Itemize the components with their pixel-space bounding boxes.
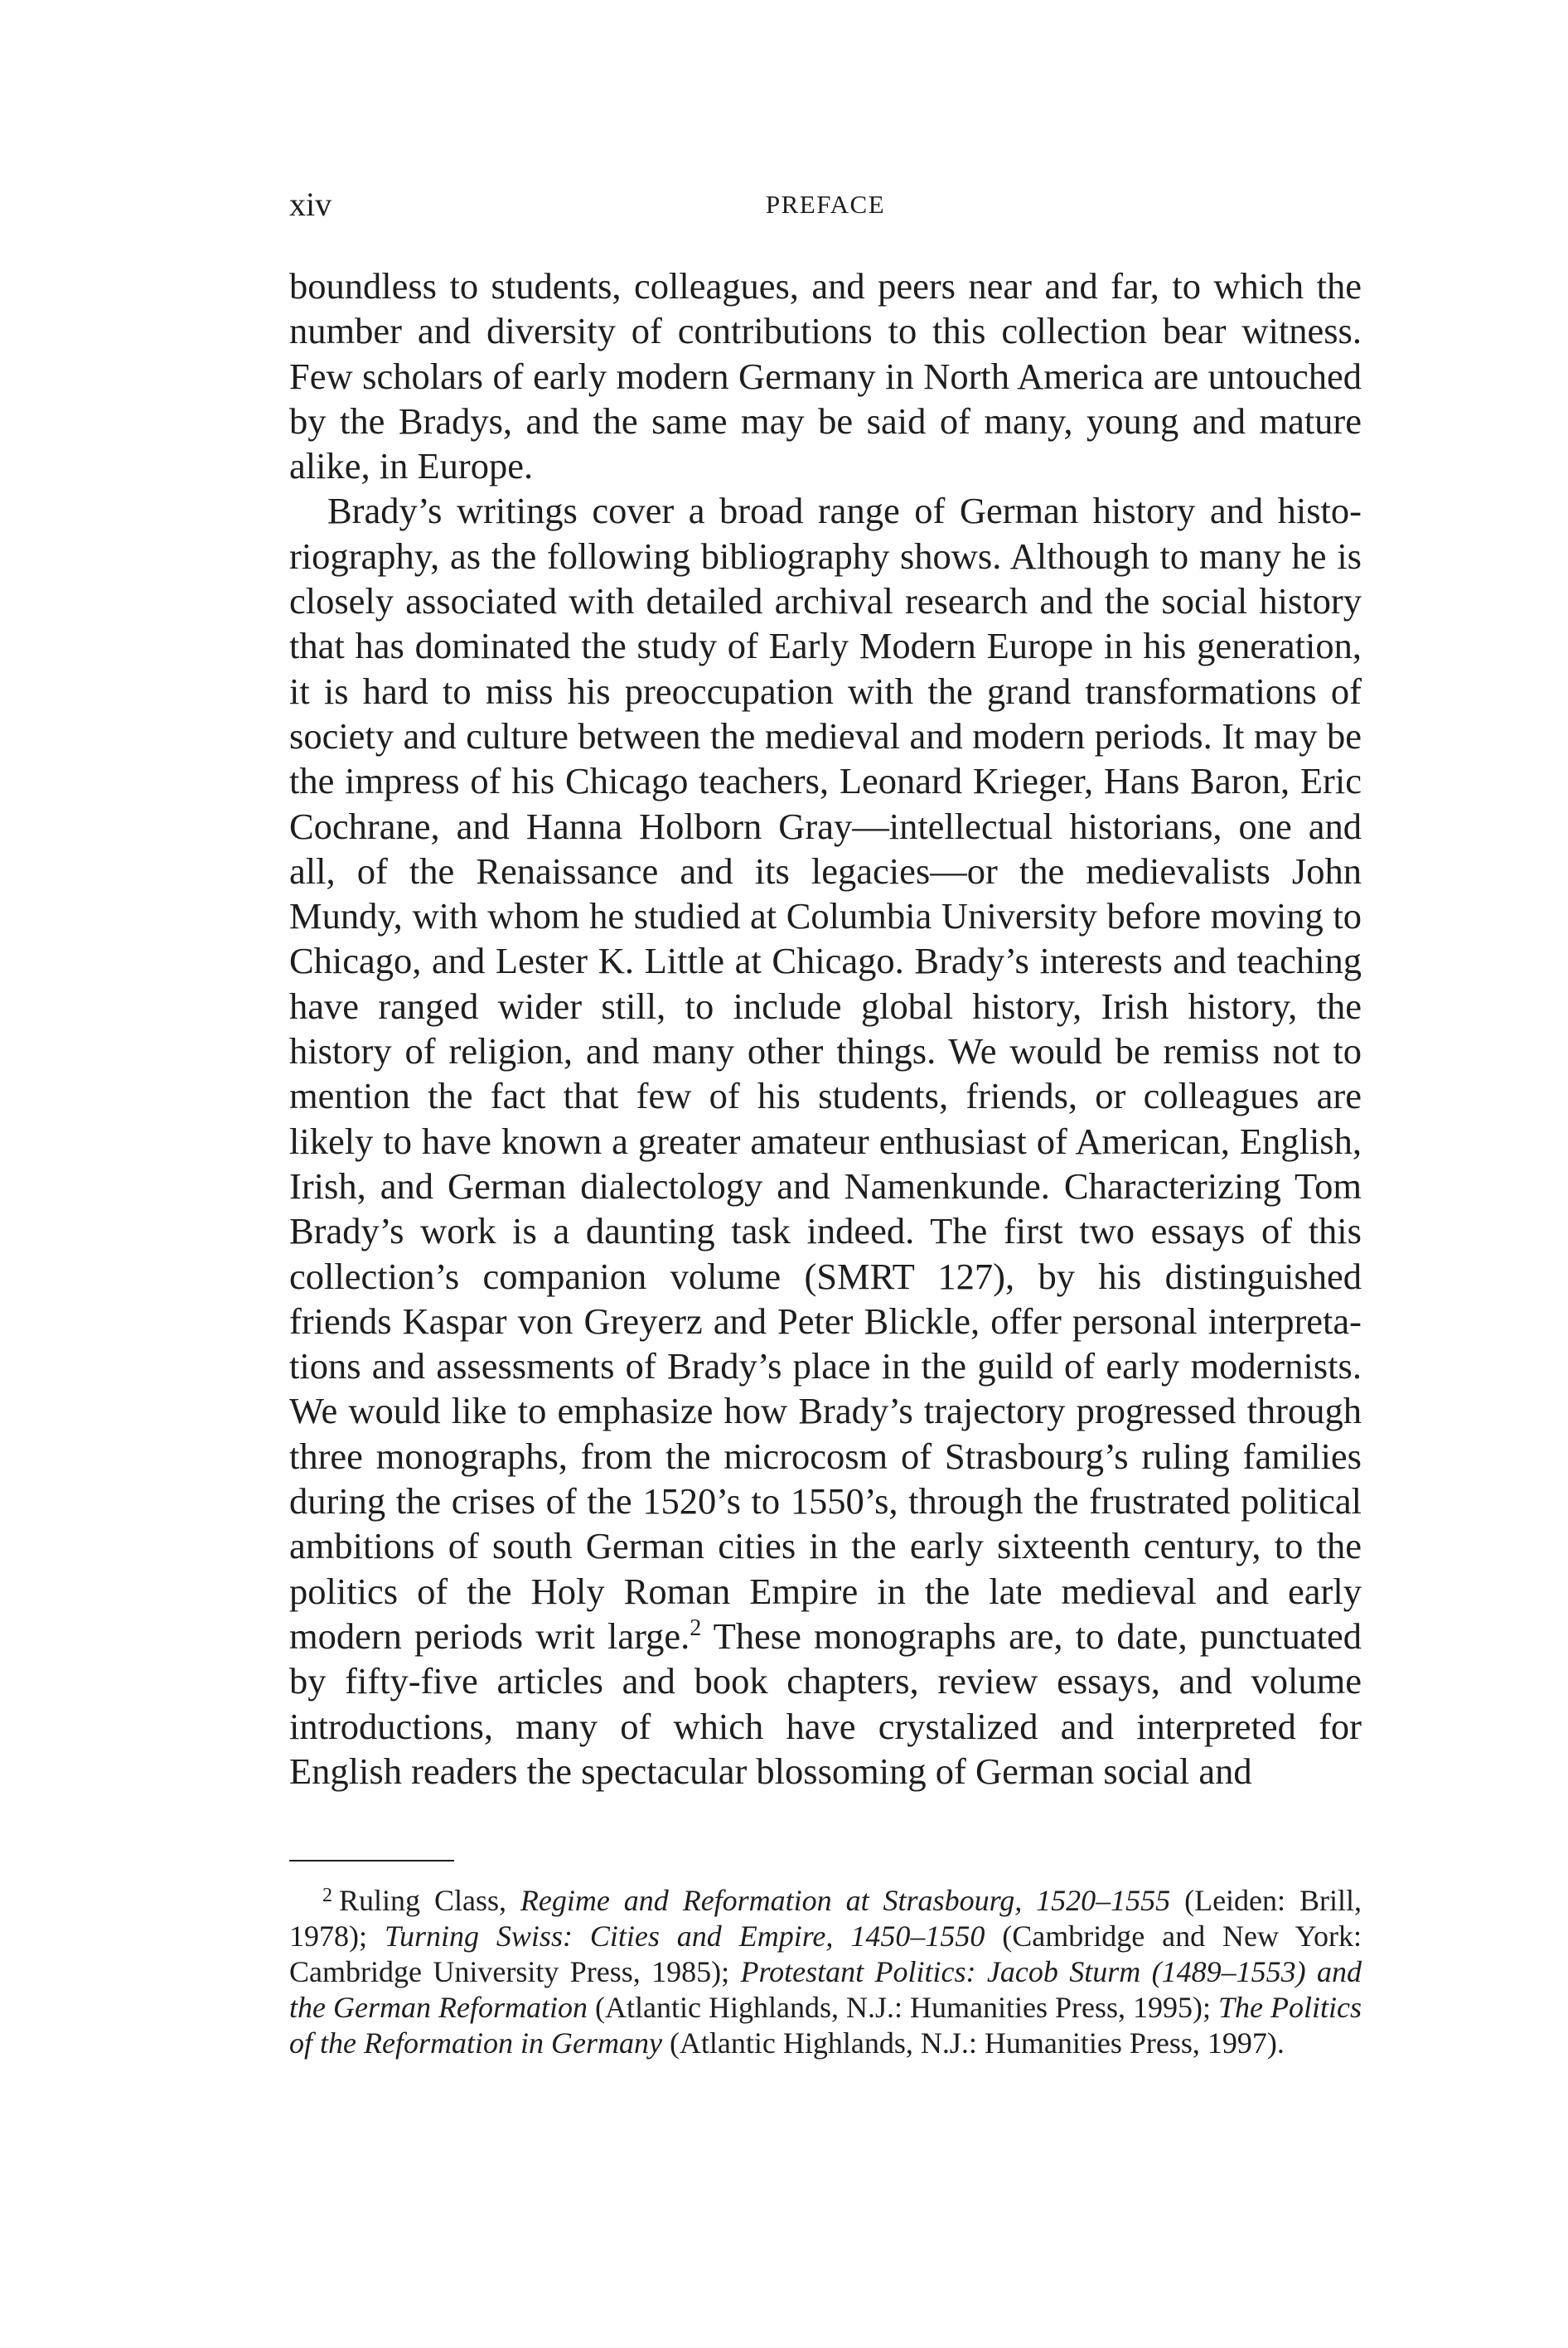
paragraph (289, 264, 1362, 488)
running-title: PREFACE (765, 190, 886, 219)
page-number: xiv (289, 186, 332, 223)
footnote-publication: (Leiden: Brill, 1978); (289, 1884, 1362, 1953)
footnote-author: Ruling Class, (339, 1884, 520, 1917)
footnote (289, 1883, 1362, 2061)
body-text (289, 264, 1362, 1794)
footnote-title: The Politics of the Reformation in Germany (289, 1991, 1362, 2060)
footnote-reference: 2 (690, 1615, 702, 1641)
footnote-title: Protestant Politics: Jacob Sturm (1489–1553) and the German Reformation (289, 1955, 1362, 2024)
footnote-divider (289, 1860, 454, 1861)
footnote-title: Turning Swiss: Cities and Empire, 1450–1550 (384, 1920, 985, 1953)
paragraph-text-continued: These monographs are, to date, punctuated by fifty-five articles and book chapters, review essays, and volume introductions, many of which have crystalized and interpreted for English readers the spectacular blossoming of German social and (289, 1615, 1362, 1792)
footnote-publication: (Atlantic Highlands, N.J.: Humanities Press, 1995); (587, 1991, 1218, 2024)
footnote-marker: 2 (322, 1885, 332, 1906)
footnote-publication: (Atlantic Highlands, N.J.: Humanities Press, 1997). (661, 2026, 1285, 2060)
footnote-publication: (Cambridge and New York: Cambridge University Press, 1985); (289, 1920, 1362, 1988)
paragraph (289, 488, 1362, 1794)
running-head (289, 184, 1362, 225)
footnote-title: Regime and Reformation at Strasbourg, 1520–1555 (520, 1884, 1171, 1917)
paragraph-text: Brady’s writings cover a broad range of German history and historiography, as the following bibliography shows. Although to many he is closely associated with detailed archival research and the social history that has dominated the study of Early Modern Europe in his generation, it is hard to miss his preoccupation with the grand transformations of society and culture between the medieval and modern periods. It may be the impress of his Chicago teachers, Leonard Krieger, Hans Baron, Eric Cochrane, and Hanna Holborn Gray—intellectual historians, one and all, of the Renaissance and its legacies—or the medievalists John Mundy, with whom he studied at Columbia University before moving to Chicago, and Lester K. Little at Chicago. Brady’s interests and teaching have ranged wider still, to include global history, Irish history, the history of religion, and many other things. We would be remiss not to mention the fact that few of his students, friends, or colleagues are likely to have known a greater amateur enthusiast of American, English, Irish, and German dialectology and Namenkunde. Characterizing Tom Brady’s work is a daunting task indeed. The first two essays of this collection’s companion volume (SMRT 127), by his distinguished friends Kaspar von Greyerz and Peter Blickle, offer personal interpretations and assessments of Brady’s place in the guild of early modernists. We would like to emphasize how Brady’s trajectory progressed through three monographs, from the microcosm of Strasbourg’s ruling families during the crises of the 1520’s to 1550’s, through the frustrated political ambitions of south German cities in the early sixteenth century, to the politics of the Holy Roman Empire in the late medieval and early modern periods writ large. (289, 490, 1362, 1657)
paragraph-text: boundless to students, colleagues, and peers near and far, to which the number and diversity of contributions to this collection bear witness. Few scholars of early modern Germany in North America are untouched by the Bradys, and the same may be said of many, young and mature alike, in Europe. (289, 265, 1362, 487)
